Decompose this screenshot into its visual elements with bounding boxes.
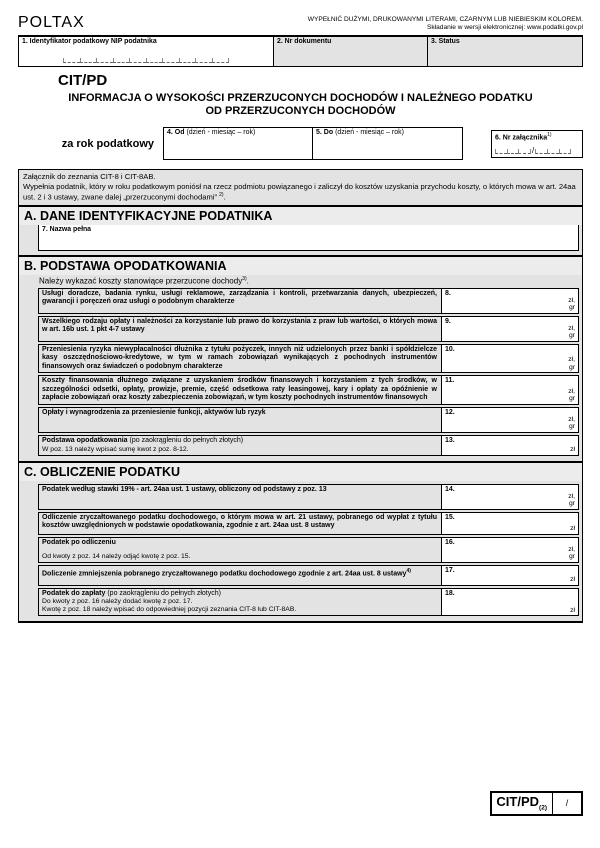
currency-unit: zł, gr bbox=[568, 415, 575, 431]
field-number: 17. bbox=[445, 566, 455, 574]
amount-field-18[interactable] bbox=[441, 589, 578, 616]
row-17-label: Doliczenie zmniejszenia pobranego zryczałtowanego podatku dochodowego zgodnie z art. 24aa ust. 8 ustawy bbox=[42, 570, 407, 578]
spacer bbox=[463, 127, 491, 160]
nip-field[interactable] bbox=[19, 37, 273, 66]
amount-field-10[interactable] bbox=[441, 345, 578, 373]
field-number: 8. bbox=[445, 289, 451, 297]
date-from-field[interactable] bbox=[163, 127, 313, 160]
row-18-label: Podatek do zapłaty bbox=[42, 589, 106, 597]
row-18-note-1: Do kwoty z poz. 16 należy dodać kwotę z poz. 17. bbox=[42, 598, 193, 606]
nip-field-label: 1. Identyfikator podatkowy NIP podatnika bbox=[22, 38, 157, 45]
row-16-label: Podatek po odliczeniu bbox=[42, 538, 116, 546]
row-11-label: Koszty finansowania dłużnego związane z uzyskaniem środków finansowych i korzystaniem z tych środków, w szczególności odsetki, opłaty, prowizje, premie, część odsetkowa raty leasingowej, kary i opłaty za opóźnienie w zapłacie zobowiązań oraz koszty zabezpieczenia zobowiązań, w tym koszty pochodnych instrumentów finansowych bbox=[42, 377, 437, 402]
field-number: 14. bbox=[445, 485, 455, 493]
row-13-label-suffix: (po zaokrągleniu do pełnych złotych) bbox=[127, 436, 244, 444]
currency-unit: zł bbox=[570, 446, 575, 454]
form-row-12 bbox=[38, 407, 579, 433]
amount-field-13[interactable] bbox=[441, 436, 578, 455]
form-row-13 bbox=[38, 435, 579, 456]
amount-field-8[interactable] bbox=[441, 289, 578, 313]
section-c-header: C. OBLICZENIE PODATKU bbox=[19, 463, 582, 481]
field-number: 18. bbox=[445, 589, 455, 597]
status-field bbox=[427, 37, 582, 66]
row-14-label: Podatek według stawki 19% - art. 24aa ust. 1 ustawy, obliczony od podstawy z poz. 13 bbox=[42, 485, 327, 493]
row-13-label: Podstawa opodatkowania bbox=[42, 436, 128, 444]
row-10-label: Przeniesienia ryzyka niewypłacalności dłużnika z tytułu pożyczek, innych niż udzielonych przez banki i spółdzielcze kasy oszczędnościowo-kredytowe, w tym w ramach zobowiązań wynikających z pochodnych instrumentów finansowych oraz świadczeń o podobnym charakterze bbox=[42, 345, 437, 370]
amount-field-16[interactable] bbox=[441, 538, 578, 562]
section-b-header: B. PODSTAWA OPODATKOWANIA bbox=[19, 257, 582, 275]
amount-field-11[interactable] bbox=[441, 376, 578, 404]
currency-unit: zł, gr bbox=[568, 296, 575, 312]
form-bottom-border bbox=[19, 621, 582, 623]
date-to-field[interactable] bbox=[313, 127, 463, 160]
footer-form-code: CIT/$PD_{(2)}$ bbox=[496, 794, 547, 812]
form-row-11 bbox=[38, 375, 579, 405]
tax-year-label: za rok podatkowy bbox=[61, 137, 154, 150]
form-row-9 bbox=[38, 316, 579, 342]
document-number-field bbox=[273, 37, 427, 66]
instruction-line-1: WYPEŁNIĆ DUŻYMI, DRUKOWANYMI LITERAMI, CZARNYM LUB NIEBIESKIM KOLOREM. bbox=[307, 16, 583, 23]
field-number: 10. bbox=[445, 345, 455, 353]
amount-field-9[interactable] bbox=[441, 317, 578, 341]
comb-slash: / bbox=[532, 145, 535, 155]
form-code: CIT/PD bbox=[58, 72, 108, 89]
currency-unit: zł, gr bbox=[568, 387, 575, 403]
currency-unit: zł bbox=[570, 525, 575, 533]
attachment-number-field[interactable] bbox=[491, 130, 583, 158]
field-number: 15. bbox=[445, 513, 455, 521]
footer-page-number-field[interactable]: / bbox=[552, 793, 581, 814]
currency-unit: zł, gr bbox=[568, 492, 575, 508]
field-number: 12. bbox=[445, 408, 455, 416]
amount-field-17[interactable] bbox=[441, 566, 578, 585]
attachment-number-label: 6. Nr załącznika bbox=[495, 133, 548, 141]
note-footnote: 2) bbox=[219, 192, 224, 198]
poltax-logo: POLTAX bbox=[18, 14, 85, 31]
row-13-note: W poz. 13 należy wpisać sumę kwot z poz. 8-12. bbox=[42, 445, 189, 453]
status-label: 3. Status bbox=[431, 38, 460, 45]
section-b-subtitle: Należy wykazać koszty stanowiące przerzucone dochody$^{3)}$. bbox=[39, 276, 249, 286]
instruction-line-2: Składanie w wersji elektronicznej: www.podatki.gov.pl bbox=[426, 24, 583, 31]
form-body bbox=[18, 169, 583, 623]
note-line-2: Wypełnia podatnik, który w roku podatkowym poniósł na rzecz podmiotu powiązanego i zaliczył do kosztów uzyskania przychodu koszty, o których mowa w art. 24aa ust. 2 i 3 ustawy, zwane dalej „przerzuconymi dochodami” $^{2)}$. bbox=[23, 181, 576, 202]
currency-unit: zł, gr bbox=[568, 324, 575, 340]
footer-version: (2) bbox=[539, 804, 547, 812]
amount-field-15[interactable] bbox=[441, 513, 578, 534]
form-row-8 bbox=[38, 288, 579, 314]
form-title bbox=[18, 92, 583, 118]
page-header bbox=[18, 14, 583, 32]
attachment-note bbox=[19, 170, 582, 205]
tax-year-row bbox=[18, 127, 583, 160]
section-a-header: A. DANE IDENTYFIKACYJNE PODATNIKA bbox=[19, 207, 582, 225]
identification-row bbox=[18, 37, 583, 67]
form-title-line-1: INFORMACJA O WYSOKOŚCI PRZERZUCONYCH DOCHODÓW I NALEŻNEGO PODATKU bbox=[68, 92, 533, 104]
form-row-14 bbox=[38, 484, 579, 510]
date-from-format: (dzień - miesiąc – rok) bbox=[184, 129, 256, 136]
field-number: 11. bbox=[445, 377, 455, 385]
document-number-label: 2. Nr dokumentu bbox=[277, 38, 332, 45]
subtitle-footnote: 3) bbox=[242, 276, 247, 283]
full-name-field[interactable] bbox=[38, 225, 579, 251]
form-row-18 bbox=[38, 588, 579, 617]
row-18-note-2: Kwotę z poz. 18 należy wpisać do odpowiedniej pozycji zeznania CIT-8 lub CIT-8AB. bbox=[42, 606, 297, 614]
form-title-line-2: OD PRZERZUCONYCH DOCHODÓW bbox=[205, 105, 396, 117]
date-from-label: 4. Od bbox=[167, 129, 185, 136]
note-line-1: Załącznik do zeznania CIT-8 i CIT-8AB. bbox=[23, 172, 156, 181]
date-to-format: (dzień - miesiąc – rok) bbox=[333, 129, 404, 136]
attachment-number-footnote: 1) bbox=[547, 131, 552, 138]
row-17-footnote: 4) bbox=[406, 567, 411, 574]
currency-unit: zł bbox=[570, 576, 575, 584]
row-15-label: Odliczenie zryczałtowanego podatku dochodowego, o którym mowa w art. 21 ustawy, pobranego od wypłat z tytułu kosztów uwzględnionych w podstawie opodatkowania, zgodnie z art. 24aa ust. 8 ustawy bbox=[42, 513, 437, 530]
row-16-note: Od kwoty z poz. 14 należy odjąć kwotę z poz. 15. bbox=[42, 552, 191, 560]
full-name-label: 7. Nazwa pełna bbox=[42, 226, 92, 234]
section-a-fields bbox=[19, 225, 582, 255]
date-to-label: 5. Do bbox=[316, 129, 334, 136]
section-c-rows bbox=[19, 481, 582, 622]
row-8-label: Usługi doradcze, badania rynku, usługi reklamowe, zarządzania i kontroli, przetwarzania danych, ubezpieczeń, gwarancji i poręczeń oraz usługi o podobnym charakterze bbox=[42, 289, 437, 306]
form-row-16 bbox=[38, 537, 579, 563]
form-row-17 bbox=[38, 565, 579, 586]
field-number: 16. bbox=[445, 538, 455, 546]
section-b-rows bbox=[19, 275, 582, 461]
fill-instructions bbox=[308, 16, 583, 32]
row-12-label: Opłaty i wynagrodzenia za przeniesienie funkcji, aktywów lub ryzyk bbox=[42, 408, 266, 416]
row-18-label-suffix: (po zaokrągleniu do pełnych złotych) bbox=[105, 589, 221, 597]
form-row-15 bbox=[38, 512, 579, 535]
footer-form-code-box bbox=[490, 791, 583, 816]
field-number: 9. bbox=[445, 317, 451, 325]
field-number: 13. bbox=[445, 436, 455, 444]
form-row-10 bbox=[38, 344, 579, 374]
currency-unit: zł, gr bbox=[568, 545, 575, 561]
nip-entry-comb[interactable] bbox=[63, 58, 229, 63]
currency-unit: zł bbox=[570, 606, 575, 614]
row-9-label: Wszelkiego rodzaju opłaty i należności za korzystanie lub prawo do korzystania z praw lub wartości, o których mowa w art. 16b ust. 1 pkt 4-7 ustawy bbox=[42, 317, 437, 334]
attachment-number-comb[interactable] bbox=[495, 145, 579, 155]
amount-field-12[interactable] bbox=[441, 408, 578, 432]
currency-unit: zł, gr bbox=[568, 356, 575, 371]
amount-field-14[interactable] bbox=[441, 485, 578, 509]
